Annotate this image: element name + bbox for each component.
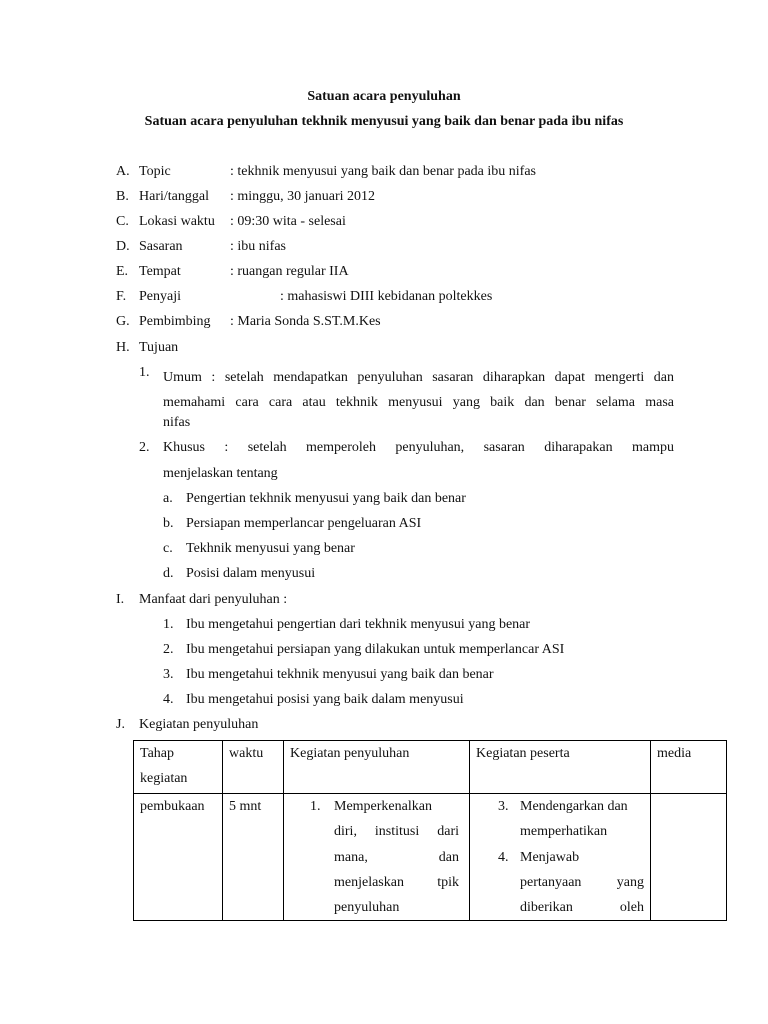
cell-text: pembukaan — [140, 799, 205, 814]
item-value-penyaji: : mahasiswi DIII kebidanan poltekkes — [280, 289, 493, 304]
item-letter: B. — [116, 189, 129, 204]
section-letter: J. — [116, 717, 125, 732]
cell-line: memperhatikan — [520, 824, 608, 840]
sub-item: Posisi dalam menyusui — [186, 566, 316, 581]
table-cell — [470, 794, 651, 921]
peserta-item — [498, 794, 644, 845]
text-line: Khusus : setelah memperoleh penyuluhan, sasaran diharapakan mampu — [163, 440, 674, 455]
header-cell — [470, 741, 651, 794]
item-value-lokasi: : 09:30 wita - selesai — [230, 214, 346, 229]
tujuan-umum-text — [163, 365, 674, 415]
cell-line: pertanyaan yang — [520, 874, 644, 890]
item-letter: F. — [116, 289, 127, 304]
header-text: Tahap — [140, 746, 175, 761]
item-letter: G. — [116, 314, 130, 329]
section-letter: H. — [116, 340, 130, 355]
list-item: Ibu mengetahui tekhnik menyusui yang baik dan benar — [186, 667, 494, 682]
table-cell — [223, 794, 284, 921]
cell-line: penyuluhan — [334, 900, 400, 916]
header-text: waktu — [229, 746, 264, 761]
document-title: Satuan acara penyuluhan — [307, 89, 461, 104]
item-letter: D. — [116, 239, 130, 254]
header-cell — [223, 741, 284, 794]
section-label: Tujuan — [139, 340, 179, 355]
table-row — [134, 794, 727, 921]
list-number: 1. — [163, 617, 174, 632]
kegiatan-table — [133, 740, 727, 921]
header-text: Kegiatan penyuluhan — [290, 746, 410, 761]
list-number: 2. — [163, 642, 174, 657]
cell-line: mana, dan — [334, 849, 459, 865]
cell-line: Mendengarkan dan — [520, 799, 628, 814]
cell-text: 5 mnt — [229, 799, 262, 814]
item-value-hari: : minggu, 30 januari 2012 — [230, 189, 376, 204]
cell-line: Menjawab — [520, 849, 580, 865]
text-line: memahami cara cara atau tekhnik menyusui yang baik dan benar selama masa — [163, 395, 674, 410]
list-item: Ibu mengetahui posisi yang baik dalam menyusui — [186, 692, 464, 707]
text-line: menjelaskan tentang — [163, 466, 278, 481]
sub-item: Tekhnik menyusui yang benar — [186, 541, 355, 556]
document-subtitle: Satuan acara penyuluhan tekhnik menyusui yang baik dan benar pada ibu nifas — [144, 114, 624, 129]
list-number: 4. — [163, 692, 174, 707]
sub-item: Pengertian tekhnik menyusui yang baik dan benar — [186, 491, 466, 506]
cell-line: diri, institusi dari — [334, 824, 459, 840]
list-item: Ibu mengetahui persiapan yang dilakukan untuk memperlancar ASI — [186, 642, 565, 657]
item-label-tempat: Tempat — [139, 264, 181, 279]
list-item: Ibu mengetahui pengertian dari tekhnik menyusui yang benar — [186, 617, 531, 632]
item-label-lokasi: Lokasi waktu — [139, 214, 215, 229]
sub-letter: b. — [163, 516, 174, 531]
item-label-penyaji: Penyaji — [139, 289, 181, 304]
list-number: 3. — [163, 667, 174, 682]
list-number: 4. — [498, 849, 509, 865]
cell-line: diberikan oleh — [520, 900, 644, 916]
item-value-pembimbing: : Maria Sonda S.ST.M.Kes — [230, 314, 381, 329]
list-number: 1. — [139, 365, 150, 380]
text-line: nifas — [163, 415, 191, 430]
cell-line: Memperkenalkan — [334, 799, 432, 814]
list-number: 2. — [139, 440, 150, 455]
item-label-sasaran: Sasaran — [139, 239, 183, 254]
peserta-item — [498, 845, 644, 921]
header-cell — [134, 741, 223, 794]
header-cell — [284, 741, 470, 794]
sub-letter: c. — [163, 541, 173, 556]
header-text: Kegiatan peserta — [476, 746, 570, 761]
item-value-topic: : tekhnik menyusui yang baik dan benar pada ibu nifas — [230, 164, 536, 179]
tujuan-khusus-text — [163, 440, 674, 456]
header-text: media — [657, 746, 692, 761]
item-value-sasaran: : ibu nifas — [230, 239, 286, 254]
table-cell — [651, 794, 727, 921]
table-cell — [134, 794, 223, 921]
header-cell — [651, 741, 727, 794]
item-label-hari: Hari/tanggal — [139, 189, 209, 204]
list-number: 1. — [310, 799, 321, 814]
section-label: Manfaat dari penyuluhan : — [139, 592, 288, 607]
header-text: kegiatan — [140, 771, 188, 787]
cell-line: menjelaskan tpik — [334, 874, 459, 890]
section-label: Kegiatan penyuluhan — [139, 717, 259, 732]
table-cell — [284, 794, 470, 921]
item-letter: C. — [116, 214, 129, 229]
sub-item: Persiapan memperlancar pengeluaran ASI — [186, 516, 422, 531]
text-line: Umum : setelah mendapatkan penyuluhan sasaran diharapkan dapat mengerti dan — [163, 370, 674, 385]
item-letter: E. — [116, 264, 129, 279]
item-label-topic: Topic — [139, 164, 171, 179]
list-number: 3. — [498, 799, 509, 814]
item-letter: A. — [116, 164, 130, 179]
table-header-row — [134, 741, 727, 794]
item-label-pembimbing: Pembimbing — [139, 314, 211, 329]
sub-letter: d. — [163, 566, 174, 581]
item-value-tempat: : ruangan regular IIA — [230, 264, 349, 279]
section-letter: I. — [116, 592, 125, 607]
sub-letter: a. — [163, 491, 173, 506]
